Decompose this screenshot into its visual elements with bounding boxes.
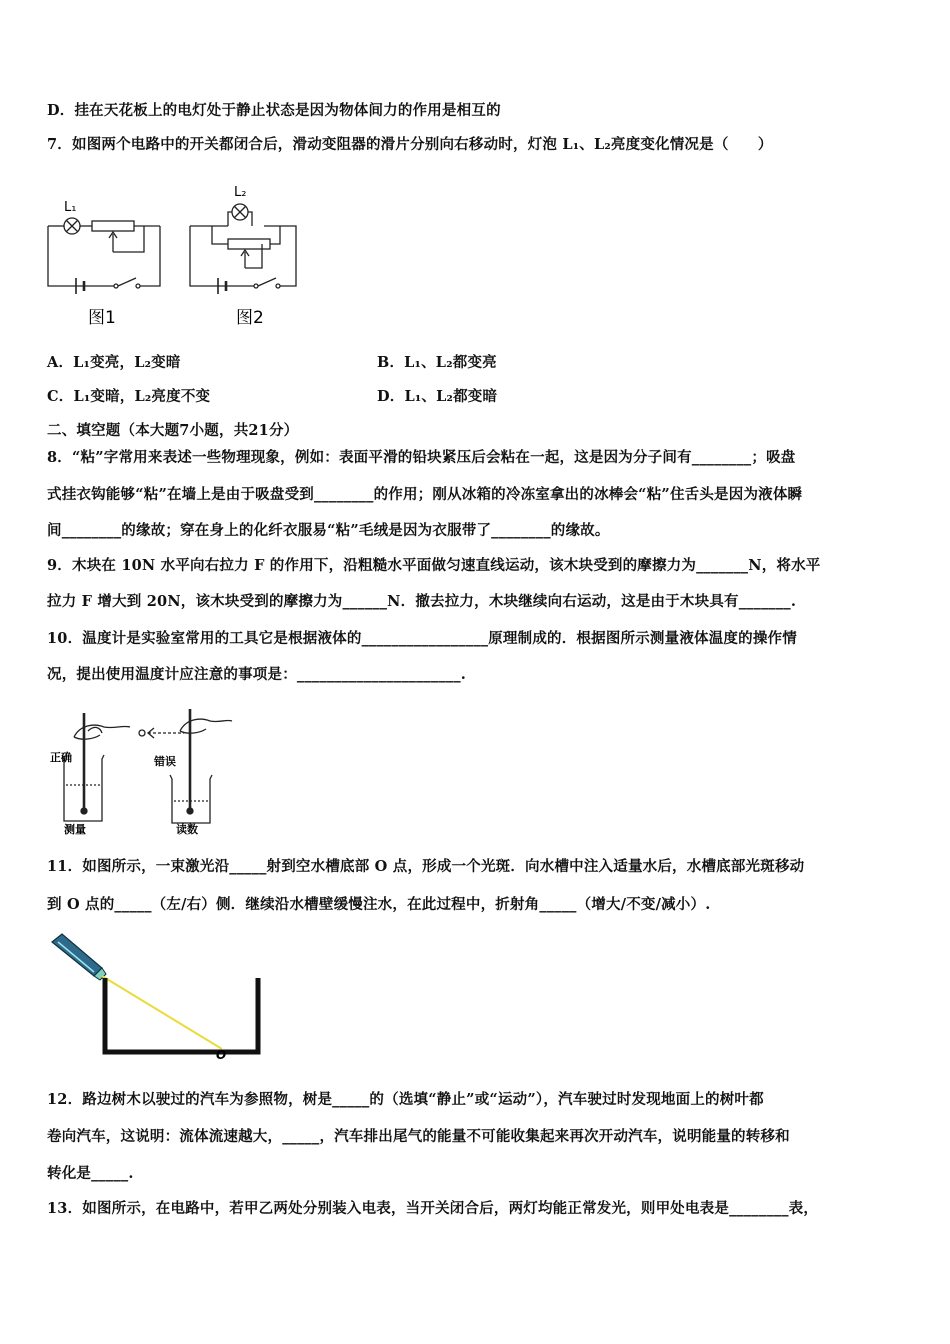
q9-line1: 9．木块在 10N 水平向右拉力 F 的作用下，沿粗糙水平面做匀速直线运动，该木块受到的摩擦力为_______N，将水平: [47, 557, 821, 574]
q12-line2: 卷向汽车，这说明：流体流速越大，_____，汽车排出尾气的能量不可能收集起来再次开动汽车，说明能量的转移和: [47, 1128, 790, 1145]
q10-thermometer-figure: [44, 705, 234, 837]
wrong-label: 错误: [154, 755, 176, 768]
q13-line1: 13．如图所示，在电路中，若甲乙两处分别装入电表，当开关闭合后，两灯均能正常发光，则甲处电表是________表，: [47, 1200, 819, 1217]
q7-circuit-figure: [40, 178, 302, 330]
q11-line1: 11．如图所示，一束激光沿_____射到空水槽底部 O 点，形成一个光斑．向水槽中注入适量水后，水槽底部光斑移动: [47, 858, 805, 875]
point-o-label: O: [216, 1048, 227, 1060]
q11-line2: 到 O 点的_____（左/右）侧．继续沿水槽壁缓慢注水，在此过程中，折射角_____（增大/不变/减小）.: [47, 896, 711, 913]
q10-line1: 10．温度计是实验室常用的工具它是根据液体的_________________原理制成的．根据图所示测量液体温度的操作情: [47, 630, 797, 647]
q10-line2: 况，提出使用温度计应注意的事项是：______________________.: [47, 666, 467, 683]
q7-option-b: B．L₁、L₂都变亮: [377, 354, 497, 371]
lamp-l1-icon: [64, 218, 80, 234]
lamp-l2-icon: [228, 204, 252, 226]
q7-option-d: D．L₁、L₂都变暗: [377, 388, 498, 405]
lamp-l2-label: L₂: [234, 185, 247, 200]
q9-line2: 拉力 F 增大到 20N，该木块受到的摩擦力为______N．撤去拉力，木块继续向右运动，这是由于木块具有_______.: [47, 593, 797, 610]
q7-option-c: C．L₁变暗，L₂亮度不变: [47, 388, 211, 405]
q8-line2: 式挂衣钩能够“粘”在墙上是由于吸盘受到________的作用；刚从冰箱的冷冻室拿出的冰棒会“粘”住舌头是因为液体瞬: [47, 486, 803, 503]
read-label: 读数: [176, 823, 198, 836]
q12-line3: 转化是_____.: [47, 1165, 134, 1182]
correct-label: 正确: [50, 751, 72, 764]
q7-option-a: A．L₁变亮，L₂变暗: [47, 354, 181, 371]
q8-line3: 间________的缘故；穿在身上的化纤衣服易“粘”毛绒是因为衣服带了________的缘故。: [47, 522, 610, 539]
figure1-caption: 图1: [88, 308, 116, 328]
section-title: 二、填空题（本大题7小题，共21分）: [47, 422, 299, 439]
lamp-l1-label: L₁: [64, 200, 77, 215]
q7-stem: 7．如图两个电路中的开关都闭合后，滑动变阻器的滑片分别向右移动时，灯泡 L₁、L₂亮度变化情况是（ ）: [47, 136, 773, 153]
laser-pointer-icon: [52, 934, 106, 980]
measure-label: 测量: [64, 823, 86, 836]
q8-line1: 8．“粘”字常用来表述一些物理现象，例如：表面平滑的铅块紧压后会粘在一起，这是因为分子间有________；吸盘: [47, 449, 796, 466]
q6-option-d: D．挂在天花板上的电灯处于静止状态是因为物体间力的作用是相互的: [47, 102, 501, 119]
figure2-caption: 图2: [236, 308, 264, 328]
q11-laser-tank-figure: [44, 928, 270, 1060]
q12-line1: 12．路边树木以驶过的汽车为参照物，树是_____的（选填“静止”或“运动”），汽车驶过时发现地面上的树叶都: [47, 1091, 764, 1108]
